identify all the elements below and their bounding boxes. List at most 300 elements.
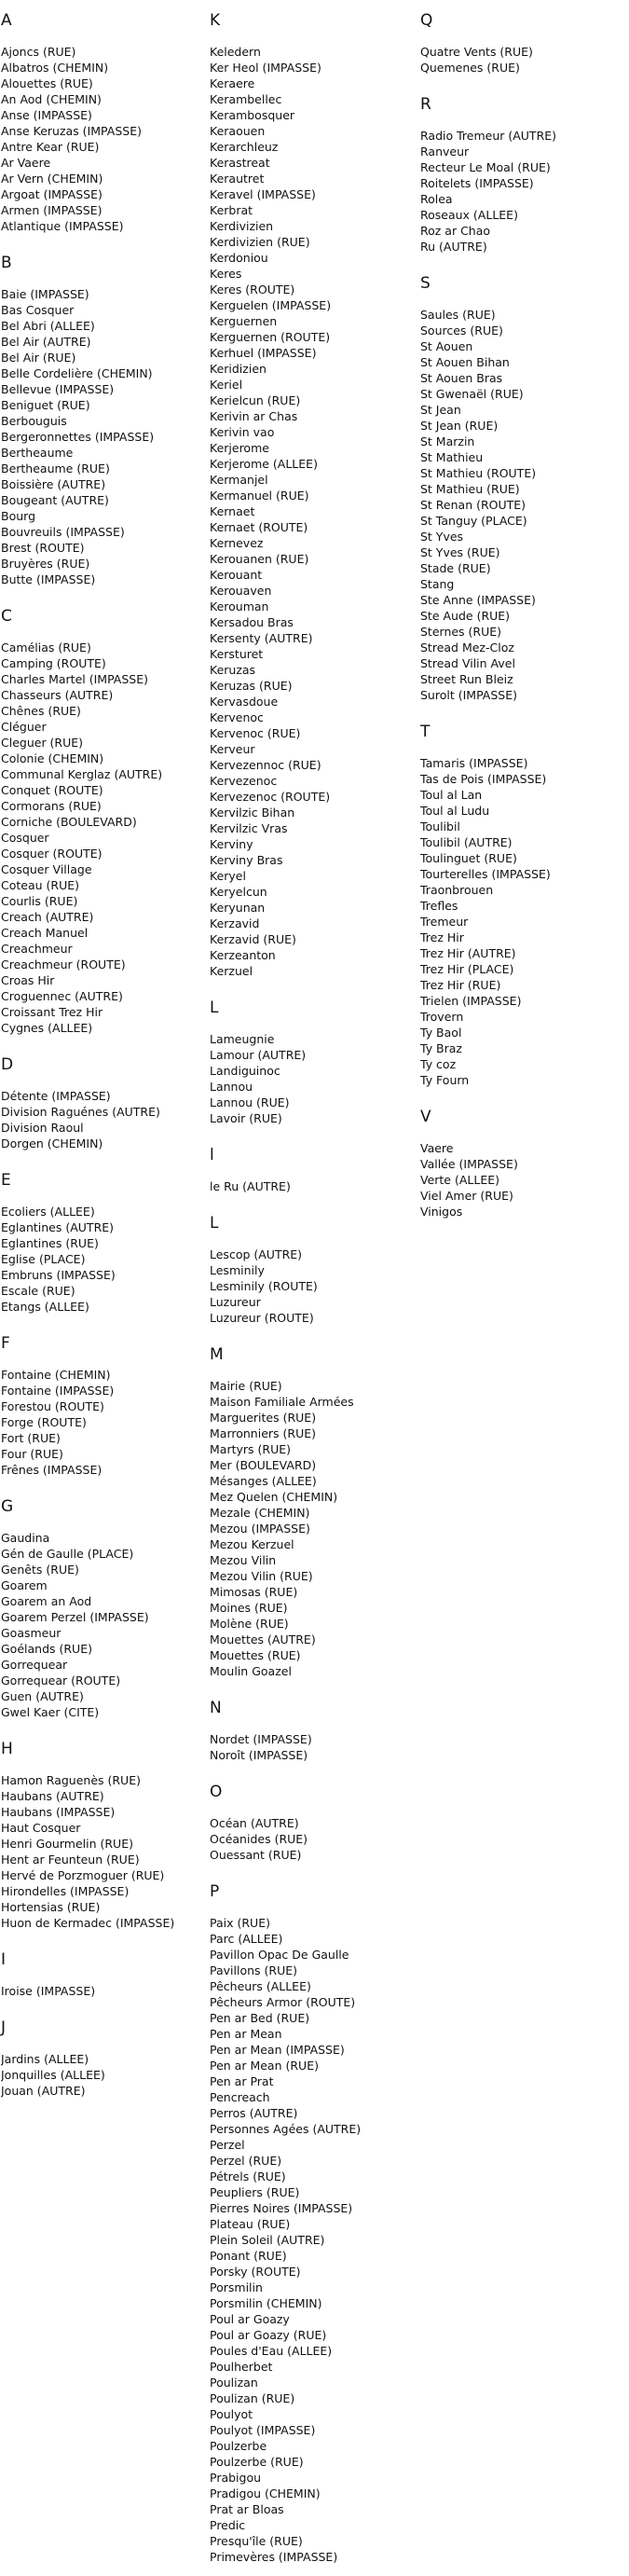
letter-section [1, 1486, 204, 1729]
street-name: Kerouman [210, 599, 269, 613]
street-name: St Aouen Bras [420, 371, 503, 385]
street-name: Atlantique (IMPASSE) [1, 219, 124, 233]
street-name: Communal Kerglaz (AUTRE) [1, 767, 163, 781]
street-name: Toul al Ludu [420, 804, 490, 818]
street-name: Primevères (IMPASSE) [210, 2550, 338, 2564]
street-name: Kersturet [210, 647, 264, 661]
street-name: Keryel [210, 869, 246, 883]
street-name: Bertheaume [1, 446, 74, 460]
street-name: Division Raguénes (AUTRE) [1, 1105, 160, 1119]
street-name: Poulizan [210, 2376, 258, 2390]
street-name: Roseaux (ALLEE) [420, 208, 518, 222]
letter-heading: H [1, 1740, 13, 1758]
street-name: Mouettes (AUTRE) [210, 1632, 316, 1646]
letter-heading: T [420, 723, 431, 741]
street-name: Kerdivizien (RUE) [210, 235, 310, 249]
street-name: Paix (RUE) [210, 1916, 270, 1930]
street-name: Trez Hir (PLACE) [420, 962, 514, 976]
street-name: Dorgen (CHEMIN) [1, 1136, 103, 1150]
street-name: Trez Hir (AUTRE) [420, 946, 516, 960]
letter-heading: K [210, 11, 221, 30]
street-name: Trovern [420, 1010, 464, 1024]
street-name: Luzureur (ROUTE) [210, 1311, 314, 1325]
street-name: Bel Abri (ALLEE) [1, 319, 95, 333]
letter-section [1, 242, 204, 596]
street-name: Ty Braz [420, 1041, 462, 1055]
street-list [1, 640, 204, 1036]
street-name: Martyrs (RUE) [210, 1442, 291, 1456]
index-column-2 [210, 0, 413, 2573]
street-name: Toulinguet (RUE) [420, 851, 517, 865]
street-list [420, 44, 625, 76]
street-name: Cosquer (ROUTE) [1, 847, 103, 861]
street-name: Kerivin ar Chas [210, 409, 298, 423]
street-name: Cosquer [1, 831, 49, 845]
street-name: Fort (RUE) [1, 1431, 61, 1445]
street-name: Bougeant (AUTRE) [1, 493, 109, 507]
letter-section [210, 0, 413, 987]
street-name: Plein Soleil (AUTRE) [210, 2233, 325, 2247]
street-name: Guen (AUTRE) [1, 1689, 84, 1703]
street-name: Poulizan (RUE) [210, 2391, 295, 2405]
street-name: Kerautret [210, 172, 265, 186]
street-name: Pen ar Bed (RUE) [210, 2011, 310, 2025]
street-name: Pierres Noires (IMPASSE) [210, 2201, 353, 2215]
street-name: Gaudina [1, 1531, 50, 1545]
street-name: Kerdivizien [210, 219, 274, 233]
street-name: Ouessant (RUE) [210, 1848, 302, 1862]
street-list [420, 755, 625, 1088]
street-name: Conquet (ROUTE) [1, 783, 103, 797]
street-name: Baie (IMPASSE) [1, 287, 89, 301]
street-name: Ste Aude (RUE) [420, 609, 511, 623]
street-name: Kervenoc [210, 710, 264, 724]
street-name: Frênes (IMPASSE) [1, 1463, 103, 1477]
street-name: Haubans (IMPASSE) [1, 1805, 116, 1819]
street-name: Saules (RUE) [420, 308, 496, 322]
street-name: Kerivin vao [210, 425, 275, 439]
street-name: Kerzavid (RUE) [210, 932, 296, 946]
street-list [1, 286, 204, 587]
letter-section [1, 1939, 204, 2007]
letter-heading: V [420, 1108, 431, 1126]
street-name: Kerviny Bras [210, 853, 283, 867]
street-name: Kerguernen (ROUTE) [210, 330, 331, 344]
street-name: Ty Baol [420, 1026, 462, 1040]
street-list [210, 1247, 413, 1326]
street-name: Kervenoc (RUE) [210, 726, 301, 740]
street-name: Hortensias (RUE) [1, 1900, 101, 1914]
street-name: Kervilzic Bihan [210, 806, 295, 820]
street-name: Molène (RUE) [210, 1617, 289, 1631]
street-list [1, 2051, 204, 2099]
street-name: Coteau (RUE) [1, 878, 80, 892]
street-list [1, 1367, 204, 1478]
street-name: Roitelets (IMPASSE) [420, 176, 534, 190]
street-name: Marguerites (RUE) [210, 1411, 317, 1425]
street-name: An Aod (CHEMIN) [1, 92, 102, 106]
street-name: Perzel (RUE) [210, 2154, 282, 2168]
street-name: Anse Keruzas (IMPASSE) [1, 124, 142, 138]
street-name: Détente (IMPASSE) [1, 1089, 111, 1103]
street-list [420, 128, 625, 255]
letter-heading: M [210, 1345, 224, 1364]
street-name: Kerzeanton [210, 948, 276, 962]
street-name: Ecoliers (ALLEE) [1, 1205, 95, 1219]
street-name: Embruns (IMPASSE) [1, 1268, 116, 1282]
letter-section [210, 1203, 413, 1334]
street-list [210, 1378, 413, 1679]
letter-section [210, 1135, 413, 1203]
street-name: Prat ar Bloas [210, 2502, 284, 2516]
street-name: Kerguelen (IMPASSE) [210, 298, 332, 312]
street-name: Kerzuel [210, 964, 253, 978]
street-name: Bouvreuils (IMPASSE) [1, 525, 125, 539]
letter-section [210, 1771, 413, 1871]
street-name: St Marzin [420, 434, 475, 448]
street-name: Ranveur [420, 145, 470, 158]
street-name: St Jean [420, 403, 461, 417]
street-name: Marronniers (RUE) [210, 1426, 316, 1440]
street-name: Recteur Le Moal (RUE) [420, 160, 551, 174]
street-name: Beniguet (RUE) [1, 398, 90, 412]
street-name: Kermanuel (RUE) [210, 489, 309, 503]
street-name: Quatre Vents (RUE) [420, 45, 533, 59]
street-name: Pen ar Prat [210, 2074, 274, 2088]
street-list [210, 1031, 413, 1126]
street-name: Trez Hir [420, 930, 464, 944]
street-name: Mezou (IMPASSE) [210, 1522, 310, 1536]
letter-section [1, 596, 204, 1044]
street-name: St Aouen Bihan [420, 355, 510, 369]
street-name: le Ru (AUTRE) [210, 1179, 291, 1193]
street-list [420, 307, 625, 703]
street-name: Pavillons (RUE) [210, 1963, 297, 1977]
street-name: Pêcheurs (ALLEE) [210, 1979, 311, 1993]
street-name: Bruyères (RUE) [1, 557, 90, 571]
street-name: St Aouen [420, 339, 473, 353]
street-name: Alouettes (RUE) [1, 76, 93, 90]
street-name: Street Run Bleiz [420, 672, 513, 686]
letter-heading: R [420, 95, 431, 114]
letter-section [1, 1044, 204, 1160]
street-name: St Renan (ROUTE) [420, 498, 526, 512]
street-name: Kerouant [210, 568, 263, 582]
street-name: Océanides (RUE) [210, 1832, 308, 1846]
street-name: Cormorans (RUE) [1, 799, 102, 813]
letter-heading: L [210, 1214, 219, 1233]
street-name: Forge (ROUTE) [1, 1415, 87, 1429]
street-name: Bel Air (RUE) [1, 351, 76, 365]
street-name: Bertheaume (RUE) [1, 461, 110, 475]
street-name: Kernaet (ROUTE) [210, 520, 308, 534]
street-name: Ajoncs (RUE) [1, 45, 76, 59]
street-list [1, 1204, 204, 1315]
street-name: Fontaine (IMPASSE) [1, 1384, 115, 1398]
street-name: Mezale (CHEMIN) [210, 1506, 310, 1520]
street-name: Vaere [420, 1141, 454, 1155]
street-name: Océan (AUTRE) [210, 1816, 299, 1830]
street-name: Kervasdoue [210, 695, 279, 709]
street-name: Nordet (IMPASSE) [210, 1732, 312, 1746]
street-name: Lannou [210, 1080, 253, 1094]
letter-heading: C [1, 607, 12, 626]
street-name: St Jean (RUE) [420, 419, 499, 433]
street-name: Radio Tremeur (AUTRE) [420, 129, 557, 143]
street-name: Poulzerbe (RUE) [210, 2455, 304, 2469]
street-name: Poulzerbe [210, 2439, 267, 2453]
street-name: Trefles [420, 899, 458, 913]
letter-heading: L [210, 999, 219, 1017]
street-name: Creach (AUTRE) [1, 910, 94, 924]
street-name: Perros (AUTRE) [210, 2106, 298, 2120]
street-name: Kerastreat [210, 156, 270, 170]
street-name: Ty Fourn [420, 1073, 470, 1087]
letter-section [210, 987, 413, 1135]
letter-heading: E [1, 1171, 11, 1190]
street-name: Kerjerome (ALLEE) [210, 457, 318, 471]
street-name: Prabigou [210, 2471, 262, 2485]
letter-heading: S [420, 274, 431, 293]
letter-heading: D [1, 1055, 14, 1074]
street-name: Ty coz [420, 1057, 457, 1071]
street-name: Noroît (IMPASSE) [210, 1748, 308, 1762]
letter-heading: F [1, 1334, 10, 1353]
street-name: Poulyot [210, 2407, 253, 2421]
street-name: Stang [420, 577, 455, 591]
street-name: Camélias (RUE) [1, 641, 91, 654]
street-name: Surolt (IMPASSE) [420, 688, 517, 702]
street-name: Butte (IMPASSE) [1, 572, 96, 586]
street-name: Lannou (RUE) [210, 1095, 290, 1109]
street-name: Keraouen [210, 124, 266, 138]
street-name: Boissière (AUTRE) [1, 477, 106, 491]
letter-heading: G [1, 1497, 14, 1516]
street-list [210, 1178, 413, 1194]
street-name: Vallée (IMPASSE) [420, 1157, 518, 1171]
street-name: Moulin Goazel [210, 1664, 292, 1678]
street-name: Lescop (AUTRE) [210, 1247, 303, 1261]
street-name: Argoat (IMPASSE) [1, 187, 103, 201]
street-name: Perzel [210, 2138, 245, 2152]
street-name: Pencreach [210, 2090, 270, 2104]
street-name: St Gwenaël (RUE) [420, 387, 524, 401]
street-list [210, 1915, 413, 2565]
street-name: Ru (AUTRE) [420, 240, 487, 254]
street-name: Lavoir (RUE) [210, 1111, 282, 1125]
street-name: Hirondelles (IMPASSE) [1, 1884, 130, 1898]
street-name: Porsmilin [210, 2280, 263, 2294]
street-name: St Tanguy (PLACE) [420, 514, 527, 528]
street-name: Kersenty (AUTRE) [210, 631, 313, 645]
street-name: Berbouguis [1, 414, 67, 428]
street-name: Bergeronnettes (IMPASSE) [1, 430, 155, 444]
street-name: Bellevue (IMPASSE) [1, 382, 115, 396]
street-name: Creachmeur (ROUTE) [1, 957, 126, 971]
street-name: Stread Vilin Avel [420, 656, 515, 670]
street-name: Kervilzic Vras [210, 821, 288, 835]
letter-section [1, 1729, 204, 1939]
street-name: Keryunan [210, 901, 266, 915]
street-name: Kermanjel [210, 473, 268, 487]
letter-heading: O [210, 1783, 223, 1801]
street-list [210, 1815, 413, 1863]
street-name: Forestou (ROUTE) [1, 1399, 104, 1413]
letter-section [1, 1323, 204, 1486]
street-name: Keryelcun [210, 885, 267, 899]
street-name: Belle Cordelière (CHEMIN) [1, 366, 153, 380]
street-name: Moines (RUE) [210, 1601, 288, 1615]
street-name: Keraere [210, 76, 255, 90]
street-name: Ar Vaere [1, 156, 51, 170]
letter-section [1, 0, 204, 242]
street-name: Trielen (IMPASSE) [420, 994, 522, 1008]
street-name: Goarem an Aod [1, 1594, 92, 1608]
street-name: Rolea [420, 192, 453, 206]
street-name: Huon de Kermadec (IMPASSE) [1, 1916, 175, 1930]
street-name: St Yves (RUE) [420, 545, 500, 559]
street-list [1, 1983, 204, 1999]
street-name: Kerbrat [210, 203, 253, 217]
street-name: Traonbrouen [420, 883, 494, 897]
street-name: Kerambellec [210, 92, 282, 106]
street-name: Sternes (RUE) [420, 625, 502, 639]
street-name: Kerviny [210, 837, 253, 851]
street-name: Trez Hir (RUE) [420, 978, 501, 992]
street-name: Pen ar Mean (IMPASSE) [210, 2043, 345, 2057]
street-name: Jouan (AUTRE) [1, 2084, 86, 2098]
street-name: Bas Cosquer [1, 303, 75, 317]
street-name: Toulibil [420, 820, 460, 833]
street-name: Toulibil (AUTRE) [420, 835, 513, 849]
street-name: St Yves [420, 530, 464, 544]
street-name: Goasmeur [1, 1626, 62, 1640]
street-name: Poulherbet [210, 2360, 273, 2374]
letter-section [1, 2007, 204, 2107]
street-name: Poules d'Eau (ALLEE) [210, 2344, 333, 2358]
street-name: Anse (IMPASSE) [1, 108, 92, 122]
street-name: Tamaris (IMPASSE) [420, 756, 528, 770]
street-name: St Mathieu (ROUTE) [420, 466, 537, 480]
street-name: Kernevez [210, 536, 264, 550]
street-name: Iroise (IMPASSE) [1, 1984, 96, 1998]
street-name: Mezou Kerzuel [210, 1537, 294, 1551]
street-name: Keriel [210, 378, 243, 392]
street-list [210, 1731, 413, 1763]
letter-section [420, 711, 625, 1096]
street-name: Stread Mez-Cloz [420, 641, 514, 654]
street-name: Keres [210, 267, 242, 281]
street-name: Personnes Agées (AUTRE) [210, 2122, 362, 2136]
street-name: Stade (RUE) [420, 561, 491, 575]
street-name: Pradigou (CHEMIN) [210, 2486, 321, 2500]
letter-heading: J [1, 2018, 7, 2037]
street-name: Predic [210, 2518, 246, 2532]
street-name: Kernaet [210, 504, 255, 518]
street-name: Toul al Lan [420, 788, 483, 802]
street-name: Verte (ALLEE) [420, 1173, 500, 1187]
street-name: Poulyot (IMPASSE) [210, 2423, 316, 2437]
street-name: Division Raoul [1, 1121, 84, 1135]
street-name: Tas de Pois (IMPASSE) [420, 772, 547, 786]
street-name: Gén de Gaulle (PLACE) [1, 1547, 134, 1561]
street-list [420, 1140, 625, 1219]
letter-heading: A [1, 11, 12, 30]
street-name: Pêcheurs Armor (ROUTE) [210, 1995, 356, 2009]
street-name: Cygnes (ALLEE) [1, 1021, 93, 1035]
street-name: Keruzas (RUE) [210, 679, 293, 693]
street-name: Kerielcun (RUE) [210, 393, 301, 407]
street-name: Gorrequear (ROUTE) [1, 1674, 121, 1687]
street-name: Armen (IMPASSE) [1, 203, 103, 217]
street-name: Poul ar Goazy [210, 2312, 290, 2326]
street-name: Keruzas [210, 663, 256, 677]
street-name: Porsmilin (CHEMIN) [210, 2296, 322, 2310]
street-name: St Mathieu (RUE) [420, 482, 520, 496]
street-name: Keridizien [210, 362, 267, 376]
street-name: Genêts (RUE) [1, 1563, 79, 1577]
street-name: Kerguernen [210, 314, 278, 328]
street-name: Kervezenoc [210, 774, 278, 788]
street-name: Croguennec (AUTRE) [1, 989, 123, 1003]
street-name: Jonquilles (ALLEE) [1, 2068, 105, 2082]
street-name: Courlis (RUE) [1, 894, 78, 908]
street-name: Presqu'île (RUE) [210, 2534, 303, 2548]
street-name: Plateau (RUE) [210, 2217, 291, 2231]
street-name: Fontaine (CHEMIN) [1, 1368, 111, 1382]
street-name: Ker Heol (IMPASSE) [210, 61, 321, 75]
street-name: Kervezennoc (RUE) [210, 758, 321, 772]
street-name: Mer (BOULEVARD) [210, 1458, 317, 1472]
street-name: Kerzavid [210, 916, 260, 930]
letter-heading: Q [420, 11, 433, 30]
street-name: Poul ar Goazy (RUE) [210, 2328, 327, 2342]
street-name: Sources (RUE) [420, 324, 503, 337]
street-name: Ponant (RUE) [210, 2249, 287, 2263]
street-name: Eglantines (AUTRE) [1, 1220, 115, 1234]
index-column-1 [1, 0, 204, 2107]
street-list [210, 44, 413, 979]
street-name: Pen ar Mean (RUE) [210, 2059, 319, 2073]
street-name: Charles Martel (IMPASSE) [1, 672, 149, 686]
street-name: Chênes (RUE) [1, 704, 81, 718]
street-name: Haut Cosquer [1, 1821, 81, 1835]
letter-section [210, 1687, 413, 1771]
index-column-3 [420, 0, 625, 1228]
street-name: Camping (ROUTE) [1, 656, 106, 670]
street-name: Mimosas (RUE) [210, 1585, 298, 1599]
street-name: Ar Vern (CHEMIN) [1, 172, 103, 186]
street-name: Four (RUE) [1, 1447, 63, 1461]
street-name: Antre Kear (RUE) [1, 140, 100, 154]
street-name: Henri Gourmelin (RUE) [1, 1837, 133, 1851]
street-name: Lesminily (ROUTE) [210, 1279, 318, 1293]
street-name: Ste Anne (IMPASSE) [420, 593, 536, 607]
street-name: Cosquer Village [1, 862, 92, 876]
street-name: Mouettes (RUE) [210, 1648, 301, 1662]
street-name: Escale (RUE) [1, 1284, 75, 1298]
street-name: Haubans (AUTRE) [1, 1789, 104, 1803]
street-name: Luzureur [210, 1295, 261, 1309]
street-name: Goarem [1, 1578, 48, 1592]
street-name: Cléguer [1, 720, 47, 734]
street-name: Goélands (RUE) [1, 1642, 92, 1656]
street-name: Etangs (ALLEE) [1, 1300, 89, 1314]
street-name: Lamour (AUTRE) [210, 1048, 307, 1062]
street-list [1, 1088, 204, 1151]
street-name: Maison Familiale Armées [210, 1395, 354, 1409]
street-name: Peupliers (RUE) [210, 2185, 300, 2199]
